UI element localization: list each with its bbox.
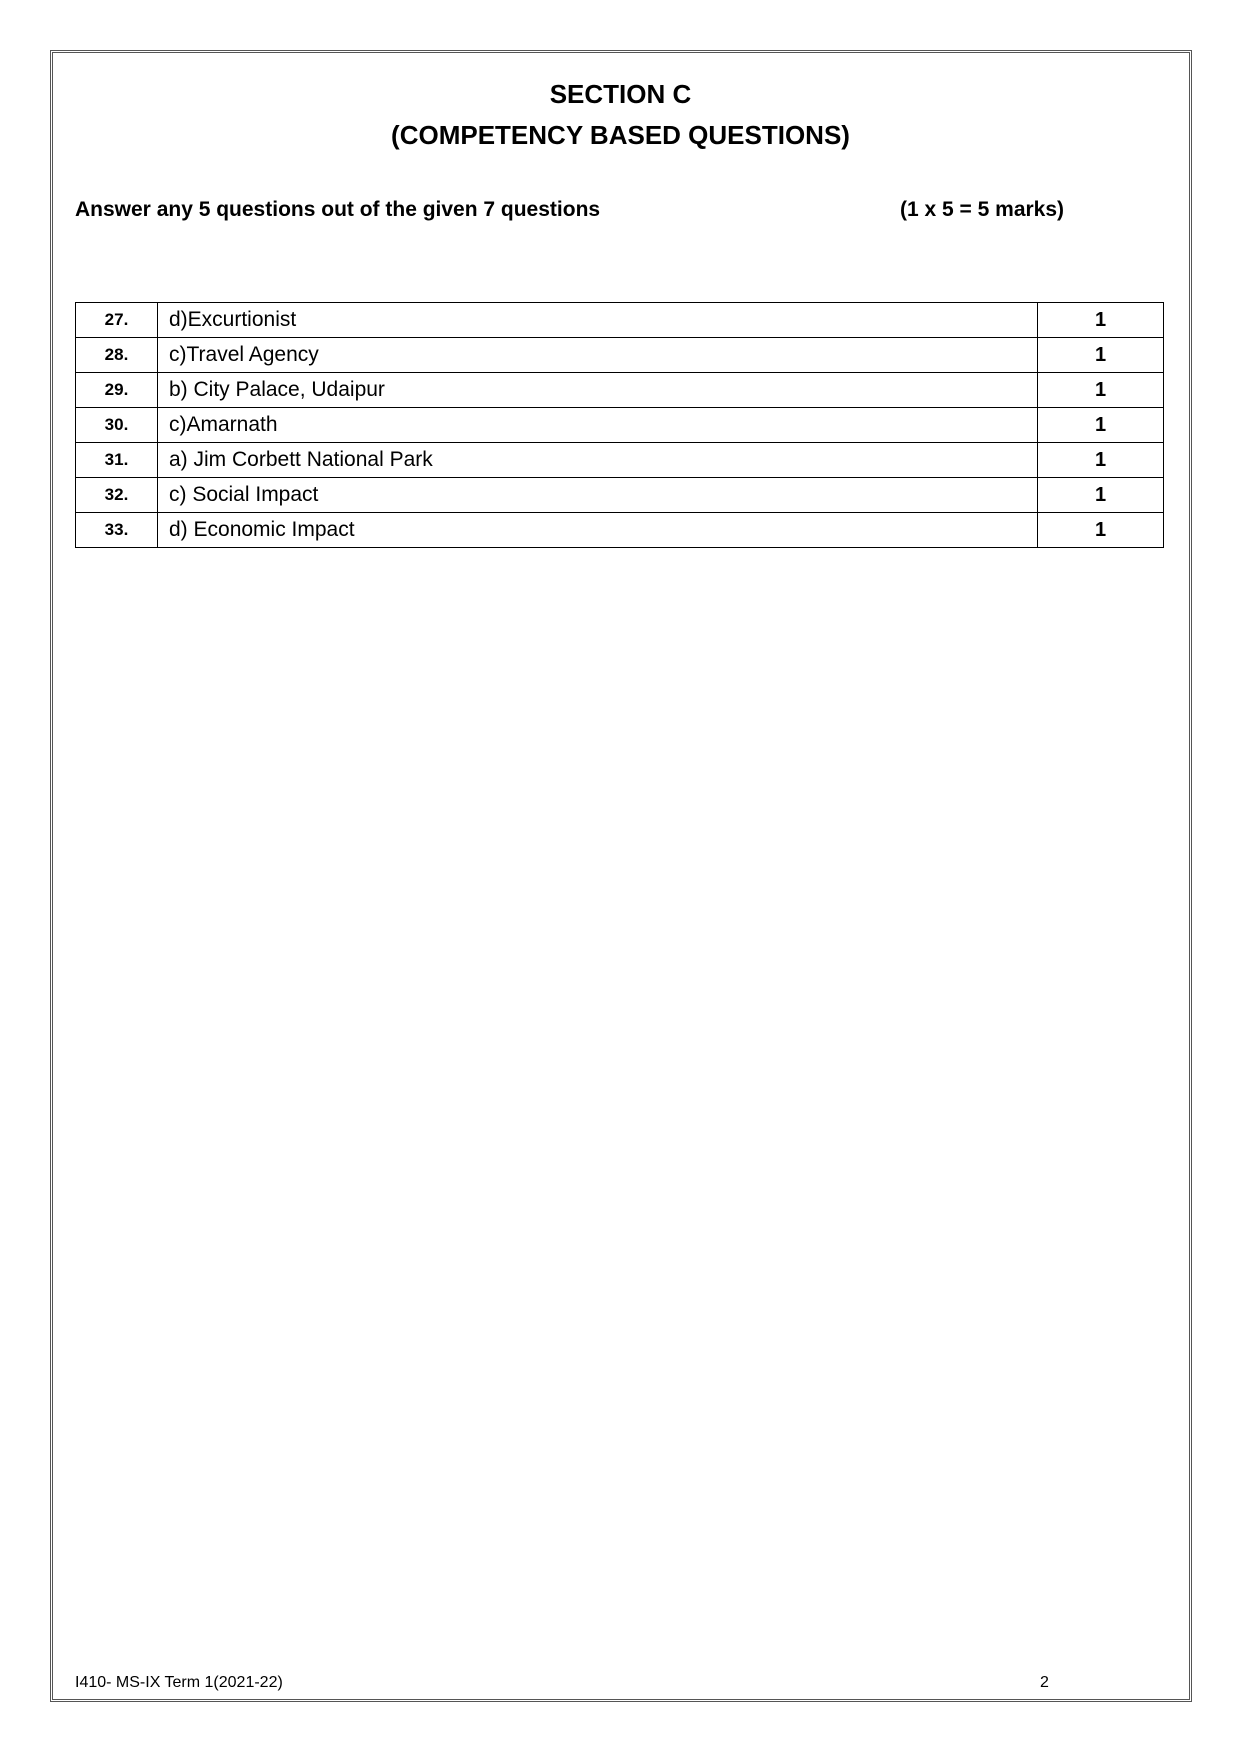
question-number: 32. (76, 478, 158, 513)
marks-cell: 1 (1038, 443, 1164, 478)
question-number: 27. (76, 303, 158, 338)
answer-text: c)Travel Agency (158, 338, 1038, 373)
section-subtitle: (COMPETENCY BASED QUESTIONS) (391, 120, 850, 150)
question-number: 29. (76, 373, 158, 408)
footer-document-code: I410- MS-IX Term 1(2021-22) (75, 1674, 283, 1691)
table-row (76, 478, 1164, 513)
answer-text: b) City Palace, Udaipur (158, 373, 1038, 408)
marks-allocation: (1 x 5 = 5 marks) (900, 198, 1065, 221)
marks-cell: 1 (1038, 478, 1164, 513)
table-row (76, 443, 1164, 478)
marks-cell: 1 (1038, 338, 1164, 373)
marks-cell: 1 (1038, 513, 1164, 548)
table-row (76, 373, 1164, 408)
answer-table (75, 302, 1164, 548)
question-number: 30. (76, 408, 158, 443)
marks-cell: 1 (1038, 408, 1164, 443)
answer-text: d) Economic Impact (158, 513, 1038, 548)
marks-cell: 1 (1038, 373, 1164, 408)
page-number: 2 (1040, 1674, 1049, 1691)
answer-text: c)Amarnath (158, 408, 1038, 443)
instructions-text: Answer any 5 questions out of the given 7 questions (75, 198, 601, 221)
table-row (76, 303, 1164, 338)
section-title: SECTION C (549, 79, 692, 109)
table-row (76, 513, 1164, 548)
answer-text: c) Social Impact (158, 478, 1038, 513)
table-row (76, 338, 1164, 373)
question-number: 28. (76, 338, 158, 373)
answer-text: a) Jim Corbett National Park (158, 443, 1038, 478)
page-border (50, 50, 1192, 1702)
question-number: 31. (76, 443, 158, 478)
answer-text: d)Excurtionist (158, 303, 1038, 338)
marks-cell: 1 (1038, 303, 1164, 338)
question-number: 33. (76, 513, 158, 548)
table-row (76, 408, 1164, 443)
